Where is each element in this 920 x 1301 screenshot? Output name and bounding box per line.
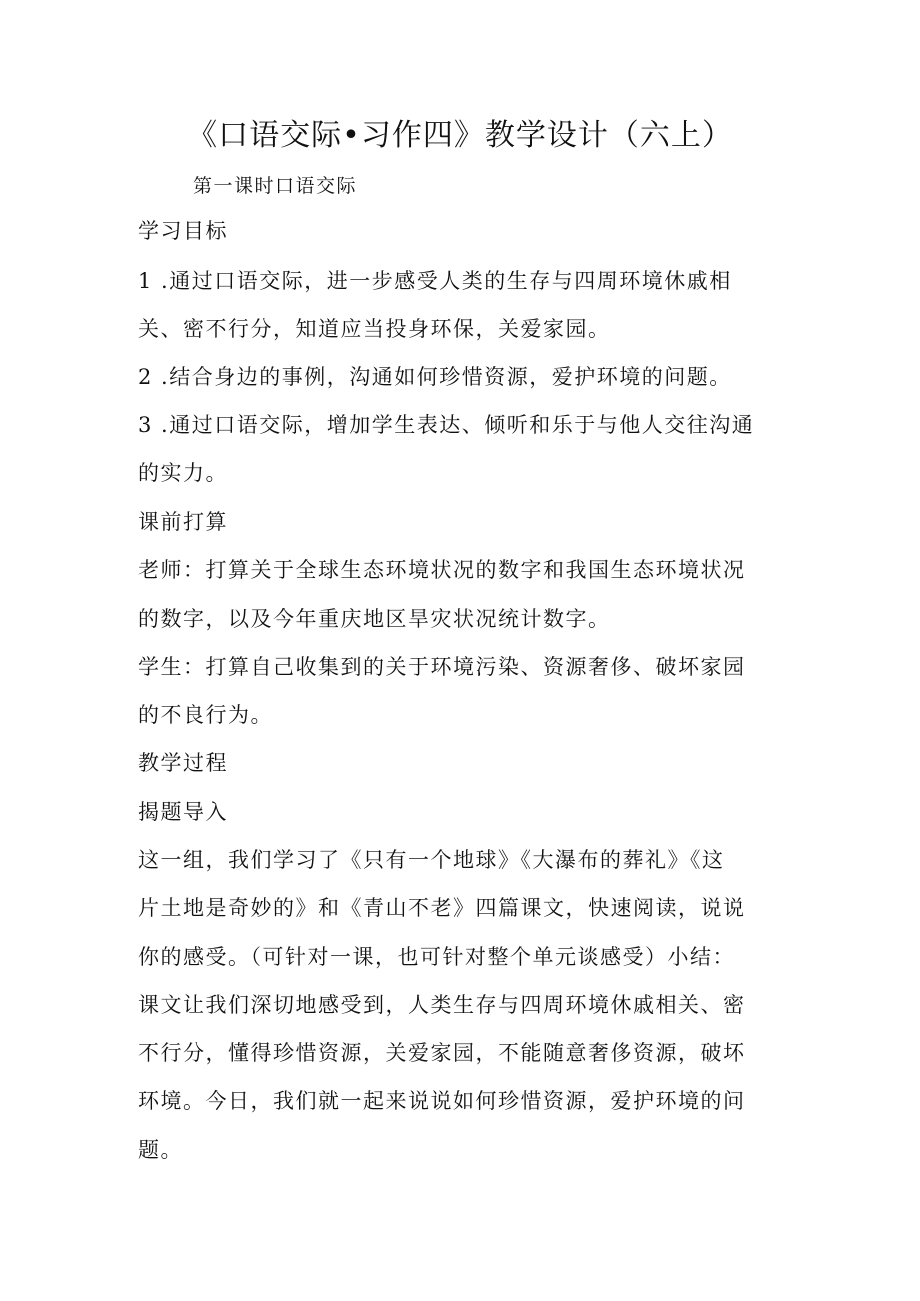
paragraph-line: 环境。今日，我们就一起来说说如何珍惜资源，爱护环境的问 [138,1089,746,1113]
paragraph-line: 的数字，以及今年重庆地区旱灾状况统计数字。 [138,607,611,631]
paragraph-line: 2 .结合身边的事例，沟通如何珍惜资源，爱护环境的问题。 [138,365,732,389]
paragraph-line: 片土地是奇妙的》和《青山不老》四篇课文，快速阅读，说说 [138,896,746,920]
paragraph-line: 这一组，我们学习了《只有一个地球》《大瀑布的葬礼》《这 [138,848,725,872]
paragraph-line: 3 .通过口语交际，增加学生表达、倾听和乐于与他人交往沟通 [138,413,755,437]
document-title: 《口语交际•习作四》教学设计（六上） [187,118,733,153]
paragraph-line: 关、密不行分，知道应当投身环保，关爱家园。 [138,317,611,341]
paragraph-line: 的实力。 [138,461,228,485]
paragraph-line: 题。 [138,1138,183,1162]
section-heading-objectives: 学习目标 [138,219,228,243]
paragraph-line: 学生：打算自己收集到的关于环境污染、资源奢侈、破坏家园 [138,655,746,679]
section-heading-preparation: 课前打算 [138,510,228,534]
paragraph-line: 课文让我们深切地感受到，人类生存与四周环境休戚相关、密 [138,993,746,1017]
paragraph-line: 老师：打算关于全球生态环境状况的数字和我国生态环境状况 [138,558,746,582]
section-heading-process: 教学过程 [138,751,228,775]
section-heading-intro: 揭题导入 [138,800,228,824]
paragraph-line: 不行分，懂得珍惜资源，关爱家园，不能随意奢侈资源，破坏 [138,1041,746,1065]
paragraph-line: 1 .通过口语交际，进一步感受人类的生存与四周环境休戚相 [138,269,732,293]
paragraph-line: 你的感受。（可针对一课，也可针对整个单元谈感受）小结： [138,945,735,969]
lesson-subtitle: 第一课时口语交际 [193,175,358,197]
paragraph-line: 的不良行为。 [138,703,273,727]
